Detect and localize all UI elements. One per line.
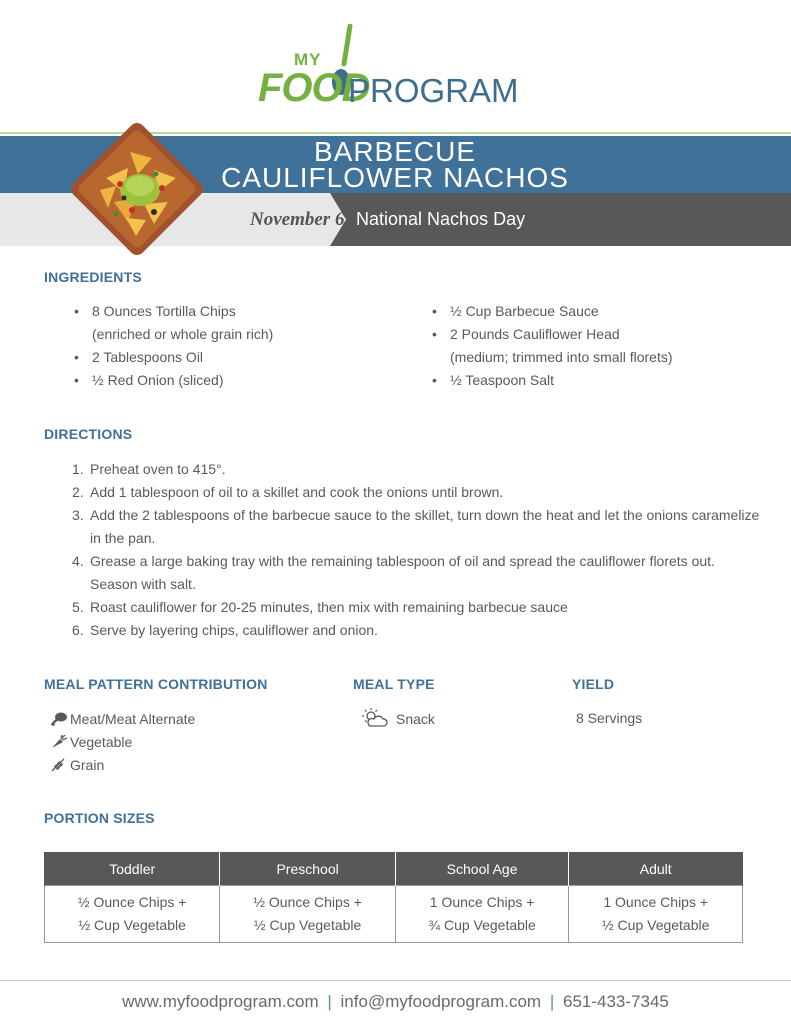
recipe-title-line2: CAULIFLOWER NACHOS — [221, 162, 569, 193]
direction-step: 6. Serve by layering chips, cauliflower and onion. — [72, 622, 378, 638]
nachos-illustration — [66, 118, 208, 260]
list-item: • 8 Ounces Tortilla Chips — [74, 303, 236, 319]
direction-step: 3. Add the 2 tablespoons of the barbecue sauce to the skillet, turn down the heat and let the onions caramelize in the pan. — [72, 507, 760, 546]
direction-step: 5. Roast cauliflower for 20-25 minutes, then mix with remaining barbecue sauce — [72, 599, 568, 615]
ingredients-heading: INGREDIENTS — [44, 269, 142, 285]
website-link[interactable]: www.myfoodprogram.com — [122, 992, 319, 1011]
directions-list — [72, 458, 762, 642]
meal-type-heading: MEAL TYPE — [353, 676, 435, 692]
meal-pattern-item: Vegetable — [50, 731, 195, 754]
table-header-row — [45, 852, 743, 886]
directions-heading: DIRECTIONS — [44, 426, 133, 442]
list-item: • ½ Red Onion (sliced) — [74, 372, 224, 388]
meal-pattern-item: Meat/Meat Alternate — [50, 708, 195, 731]
list-item: • ½ Cup Barbecue Sauce — [432, 303, 599, 319]
wheat-icon — [50, 758, 68, 772]
column-header: Preschool — [220, 852, 395, 886]
logo-my: MY — [294, 50, 322, 69]
drumstick-icon — [50, 712, 68, 726]
carrot-icon — [50, 735, 68, 749]
list-item: • 2 Pounds Cauliflower Head — [432, 326, 620, 342]
logo-food: FOOD — [258, 66, 370, 110]
direction-step: 1. Preheat oven to 415°. — [72, 461, 226, 477]
column-header: Adult — [569, 852, 743, 886]
footer — [0, 992, 791, 1012]
meal-pattern-item: Grain — [50, 754, 195, 777]
portion-sizes-heading: PORTION SIZES — [44, 810, 155, 826]
logo-program: PROGRAM — [348, 72, 519, 109]
footer-separator: | — [327, 992, 332, 1011]
ingredient-note: (enriched or whole grain rich) — [92, 326, 274, 342]
banner-date: November 6 — [250, 209, 345, 230]
meal-pattern-heading: MEAL PATTERN CONTRIBUTION — [44, 676, 268, 692]
table-cell: 1 Ounce Chips + ¾ Cup Vegetable — [395, 886, 569, 943]
meal-type-value: Snack — [362, 708, 435, 731]
list-item: • ½ Teaspoon Salt — [432, 372, 555, 388]
ingredient-note: (medium; trimmed into small florets) — [450, 349, 673, 365]
column-header: School Age — [395, 852, 569, 886]
footer-separator: | — [549, 992, 555, 1011]
yield-value: 8 Servings — [576, 710, 643, 726]
phone-number[interactable]: 651-433-7345 — [562, 992, 669, 1011]
table-cell: ½ Ounce Chips + ½ Cup Vegetable — [45, 886, 220, 943]
meal-pattern-list — [50, 708, 195, 777]
direction-step: 4. Grease a large baking tray with the remaining tablespoon of oil and spread the cauliflower florets out. Season with salt. — [72, 553, 715, 592]
footer-divider — [0, 980, 791, 981]
table-cell: ½ Ounce Chips + ½ Cup Vegetable — [220, 886, 395, 943]
banner-holiday: National Nachos Day — [356, 209, 526, 229]
table-row — [45, 886, 743, 943]
table-cell: 1 Ounce Chips + ½ Cup Vegetable — [569, 886, 743, 943]
portion-table — [44, 852, 743, 943]
logo — [258, 24, 548, 108]
column-header: Toddler — [45, 852, 220, 886]
list-item: • 2 Tablespoons Oil — [74, 349, 204, 365]
direction-step: 2. Add 1 tablespoon of oil to a skillet and cook the onions until brown. — [72, 484, 504, 500]
ingredients-left-list — [62, 300, 402, 392]
recipe-title-line1: BARBECUE — [313, 136, 477, 167]
email-link[interactable]: info@myfoodprogram.com — [340, 992, 542, 1011]
yield-heading: YIELD — [572, 676, 615, 692]
sun-cloud-icon — [362, 708, 388, 728]
ingredients-right-list — [420, 300, 760, 392]
